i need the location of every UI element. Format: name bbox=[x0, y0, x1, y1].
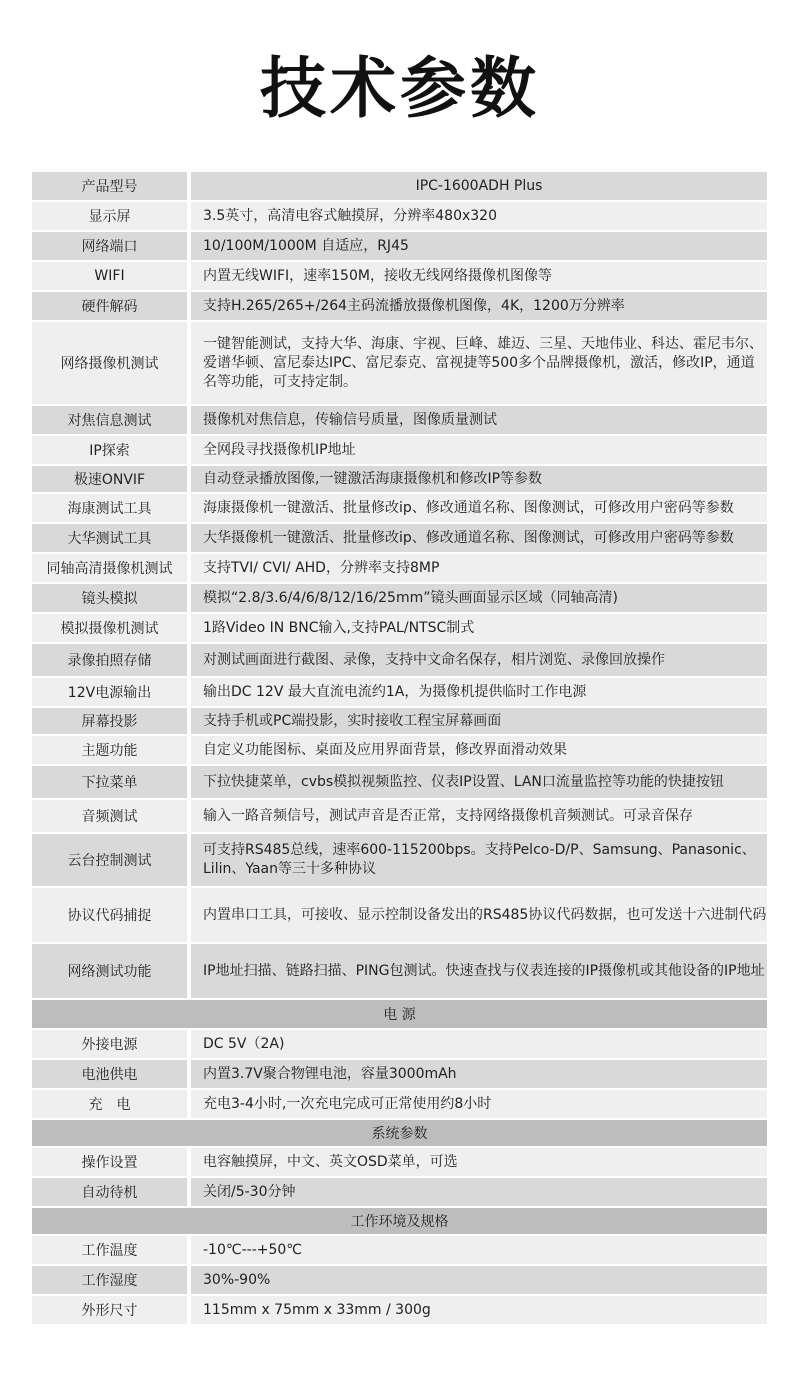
spec-label: IP探索 bbox=[32, 436, 187, 464]
spec-label: 海康测试工具 bbox=[32, 494, 187, 522]
spec-row bbox=[32, 1030, 767, 1060]
spec-row bbox=[32, 766, 767, 800]
spec-value: 内置3.7V聚合物锂电池，容量3000mAh bbox=[191, 1060, 767, 1088]
spec-value: 对测试画面进行截图、录像，支持中文命名保存，相片浏览、录像回放操作 bbox=[191, 644, 767, 676]
spec-value: 30%-90% bbox=[191, 1266, 767, 1294]
spec-row bbox=[32, 494, 767, 524]
spec-label: 网络测试功能 bbox=[32, 944, 187, 998]
spec-value: 可支持RS485总线，速率600-115200bps。支持Pelco-D/P、Samsung、Panasonic、Lilin、Yaan等三十多种协议 bbox=[191, 834, 767, 886]
section-header-system: 系统参数 bbox=[32, 1120, 767, 1148]
spec-value: 关闭/5-30分钟 bbox=[191, 1178, 767, 1206]
spec-label: 操作设置 bbox=[32, 1148, 187, 1176]
spec-value: 自定义功能图标、桌面及应用界面背景，修改界面滑动效果 bbox=[191, 736, 767, 764]
spec-value: 10/100M/1000M 自适应，RJ45 bbox=[191, 232, 767, 260]
spec-label: 外形尺寸 bbox=[32, 1296, 187, 1324]
spec-label: 自动待机 bbox=[32, 1178, 187, 1206]
spec-label: 下拉菜单 bbox=[32, 766, 187, 798]
spec-label: 音频测试 bbox=[32, 800, 187, 832]
spec-label: WIFI bbox=[32, 262, 187, 290]
spec-value: 下拉快捷菜单，cvbs模拟视频监控、仪表IP设置、LAN口流量监控等功能的快捷按钮 bbox=[191, 766, 767, 798]
section-header-environment: 工作环境及规格 bbox=[32, 1208, 767, 1236]
spec-row bbox=[32, 262, 767, 292]
spec-value: 海康摄像机一键激活、批量修改ip、修改通道名称、图像测试，可修改用户密码等参数 bbox=[191, 494, 767, 522]
spec-row bbox=[32, 554, 767, 584]
spec-label: 电池供电 bbox=[32, 1060, 187, 1088]
spec-value: 输入一路音频信号，测试声音是否正常，支持网络摄像机音频测试。可录音保存 bbox=[191, 800, 767, 832]
spec-label: 硬件解码 bbox=[32, 292, 187, 320]
spec-value: 内置串口工具，可接收、显示控制设备发出的RS485协议代码数据，也可发送十六进制代码 bbox=[191, 888, 767, 942]
spec-row bbox=[32, 1296, 767, 1326]
spec-row bbox=[32, 708, 767, 736]
spec-value: 3.5英寸，高清电容式触摸屏，分辨率480x320 bbox=[191, 202, 767, 230]
spec-row bbox=[32, 406, 767, 436]
spec-label: 网络端口 bbox=[32, 232, 187, 260]
spec-table bbox=[32, 172, 767, 1326]
spec-label: 镜头模拟 bbox=[32, 584, 187, 612]
spec-value: 支持TVI/ CVI/ AHD，分辨率支持8MP bbox=[191, 554, 767, 582]
spec-row bbox=[32, 944, 767, 1000]
spec-label: 网络摄像机测试 bbox=[32, 322, 187, 404]
spec-row bbox=[32, 1148, 767, 1178]
spec-row bbox=[32, 292, 767, 322]
spec-row bbox=[32, 834, 767, 888]
spec-label: 同轴高清摄像机测试 bbox=[32, 554, 187, 582]
spec-row bbox=[32, 614, 767, 644]
spec-label: 对焦信息测试 bbox=[32, 406, 187, 434]
spec-value: IPC-1600ADH Plus bbox=[191, 172, 767, 200]
spec-label: 主题功能 bbox=[32, 736, 187, 764]
spec-label: 极速ONVIF bbox=[32, 466, 187, 492]
spec-label: 录像拍照存储 bbox=[32, 644, 187, 676]
spec-row bbox=[32, 322, 767, 406]
spec-value: 支持手机或PC端投影，实时接收工程宝屏幕画面 bbox=[191, 708, 767, 734]
spec-value: 全网段寻找摄像机IP地址 bbox=[191, 436, 767, 464]
spec-row bbox=[32, 1178, 767, 1208]
spec-label: 显示屏 bbox=[32, 202, 187, 230]
spec-label: 大华测试工具 bbox=[32, 524, 187, 552]
spec-label: 充 电 bbox=[32, 1090, 187, 1118]
spec-row bbox=[32, 888, 767, 944]
spec-row bbox=[32, 202, 767, 232]
spec-label: 外接电源 bbox=[32, 1030, 187, 1058]
spec-value: 模拟“2.8/3.6/4/6/8/12/16/25mm”镜头画面显示区域（同轴高清) bbox=[191, 584, 767, 612]
spec-label: 模拟摄像机测试 bbox=[32, 614, 187, 642]
spec-row bbox=[32, 800, 767, 834]
section-header-power: 电 源 bbox=[32, 1000, 767, 1030]
spec-value: 内置无线WIFI，速率150M，接收无线网络摄像机图像等 bbox=[191, 262, 767, 290]
spec-value: 支持H.265/265+/264主码流播放摄像机图像，4K，1200万分辨率 bbox=[191, 292, 767, 320]
spec-label: 云台控制测试 bbox=[32, 834, 187, 886]
spec-row bbox=[32, 436, 767, 466]
spec-value: 电容触摸屏，中文、英文OSD菜单，可选 bbox=[191, 1148, 767, 1176]
spec-label: 12V电源输出 bbox=[32, 678, 187, 706]
spec-label: 协议代码捕捉 bbox=[32, 888, 187, 942]
spec-row bbox=[32, 644, 767, 678]
spec-label: 屏幕投影 bbox=[32, 708, 187, 734]
spec-value: 摄像机对焦信息，传输信号质量，图像质量测试 bbox=[191, 406, 767, 434]
spec-label: 工作湿度 bbox=[32, 1266, 187, 1294]
spec-value: 一键智能测试，支持大华、海康、宇视、巨峰、雄迈、三星、天地伟业、科达、霍尼韦尔、爱谱华顿、富尼泰达IPC、富尼泰克、富视捷等500多个品牌摄像机，激活，修改IP，通道名等功能，可支持定制。 bbox=[191, 322, 767, 404]
spec-value: 自动登录播放图像,一键激活海康摄像机和修改IP等参数 bbox=[191, 466, 767, 492]
spec-row bbox=[32, 1060, 767, 1090]
spec-value: IP地址扫描、链路扫描、PING包测试。快速查找与仪表连接的IP摄像机或其他设备的IP地址 bbox=[191, 944, 767, 998]
spec-label: 工作温度 bbox=[32, 1236, 187, 1264]
spec-value: -10℃---+50℃ bbox=[191, 1236, 767, 1264]
spec-value: 充电3-4小时,一次充电完成可正常使用约8小时 bbox=[191, 1090, 767, 1118]
spec-value: 大华摄像机一键激活、批量修改ip、修改通道名称、图像测试，可修改用户密码等参数 bbox=[191, 524, 767, 552]
spec-row bbox=[32, 466, 767, 494]
spec-row bbox=[32, 1236, 767, 1266]
spec-value: 1路Video IN BNC输入,支持PAL/NTSC制式 bbox=[191, 614, 767, 642]
spec-row bbox=[32, 678, 767, 708]
spec-row bbox=[32, 1090, 767, 1120]
spec-row bbox=[32, 232, 767, 262]
spec-row bbox=[32, 524, 767, 554]
spec-label: 产品型号 bbox=[32, 172, 187, 200]
page-title: 技术参数 bbox=[260, 50, 540, 127]
spec-row bbox=[32, 172, 767, 202]
spec-value: 输出DC 12V 最大直流电流约1A，为摄像机提供临时工作电源 bbox=[191, 678, 767, 706]
spec-row bbox=[32, 1266, 767, 1296]
spec-row bbox=[32, 584, 767, 614]
spec-value: 115mm x 75mm x 33mm / 300g bbox=[191, 1296, 767, 1324]
spec-value: DC 5V（2A) bbox=[191, 1030, 767, 1058]
spec-row bbox=[32, 736, 767, 766]
